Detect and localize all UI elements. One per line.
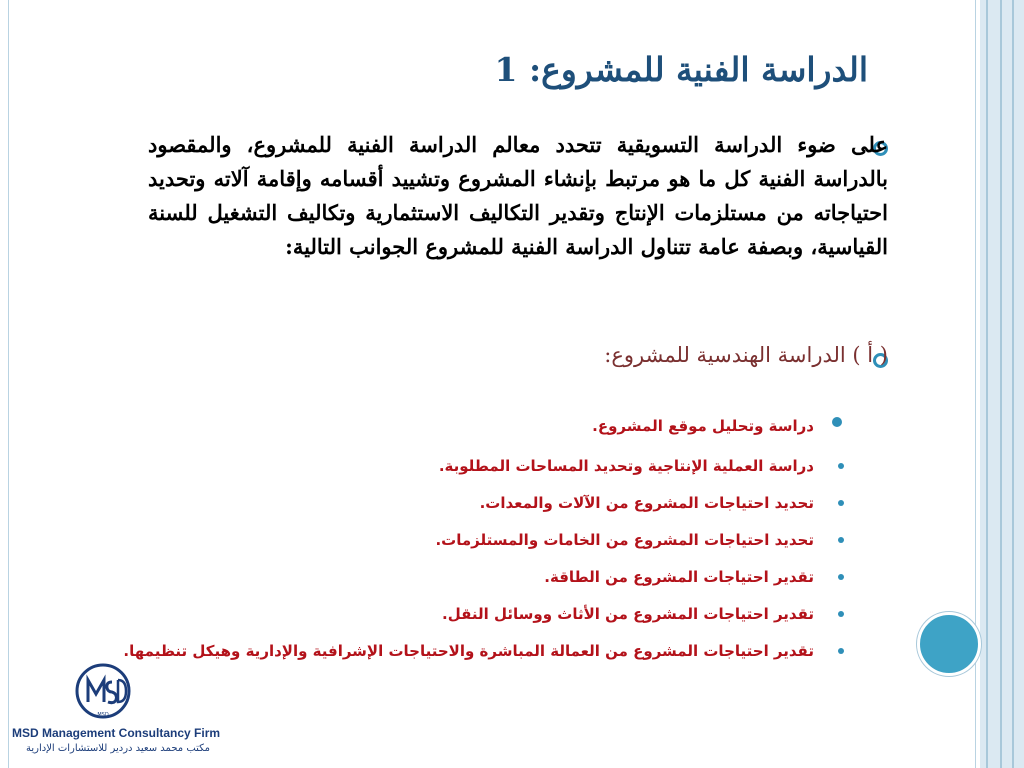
intro-paragraph: على ضوء الدراسة التسويقية تتحدد معالم الدراسة الفنية للمشروع، والمقصود بالدراسة الفنية كل ما هو مرتبط بإنشاء المشروع وتشييد أقسامه وإقامة آلاته وتحديد احتياجاته من مستلزمات الإنتاج وتقدير التكاليف الاستثمارية وتكاليف التشغيل للسنة القياسية، وبصفة عامة تتناول الدراسة الفنية للمشروع الجوانب التالية:: [148, 132, 888, 259]
bullet-dot-icon: [838, 611, 844, 617]
bullet-dot-icon: [838, 574, 844, 580]
list-item: تقدير احتياجات المشروع من العمالة المباشرة والاحتياجات الإشرافية والإدارية وهيكل تنظيمها.: [123, 642, 814, 660]
logo-text: MSD: [97, 712, 109, 718]
msd-logo-icon: [74, 662, 132, 720]
right-decor-line: [1012, 0, 1014, 768]
list-item: دراسة وتحليل موقع المشروع.: [592, 417, 814, 435]
bullet-dot-icon: [838, 648, 844, 654]
list-item: تقدير احتياجات المشروع من الأثاث ووسائل النقل.: [442, 605, 814, 623]
decor-circle: [917, 612, 981, 676]
firm-name-en: MSD Management Consultancy Firm: [12, 726, 221, 740]
list-item: تقدير احتياجات المشروع من الطاقة.: [544, 568, 814, 586]
right-decor-line: [1000, 0, 1002, 768]
list-item: دراسة العملية الإنتاجية وتحديد المساحات المطلوبة.: [438, 457, 814, 475]
bullet-dot-icon: [838, 463, 844, 469]
bullet-dot-icon: [838, 500, 844, 506]
slide-title: الدراسة الفنية للمشروع: 1: [494, 50, 868, 89]
right-decor-line: [986, 0, 988, 768]
list-item: تحديد احتياجات المشروع من الخامات والمستلزمات.: [435, 531, 814, 549]
firm-name-ar: مكتب محمد سعيد دردير للاستشارات الإدارية: [26, 743, 211, 754]
bullet-dot-icon: [832, 417, 842, 427]
bullet-dot-icon: [838, 537, 844, 543]
sub-heading: ( أ ) الدراسة الهندسية للمشروع:: [604, 343, 888, 367]
list-item: تحديد احتياجات المشروع من الآلات والمعدات.: [479, 494, 814, 512]
